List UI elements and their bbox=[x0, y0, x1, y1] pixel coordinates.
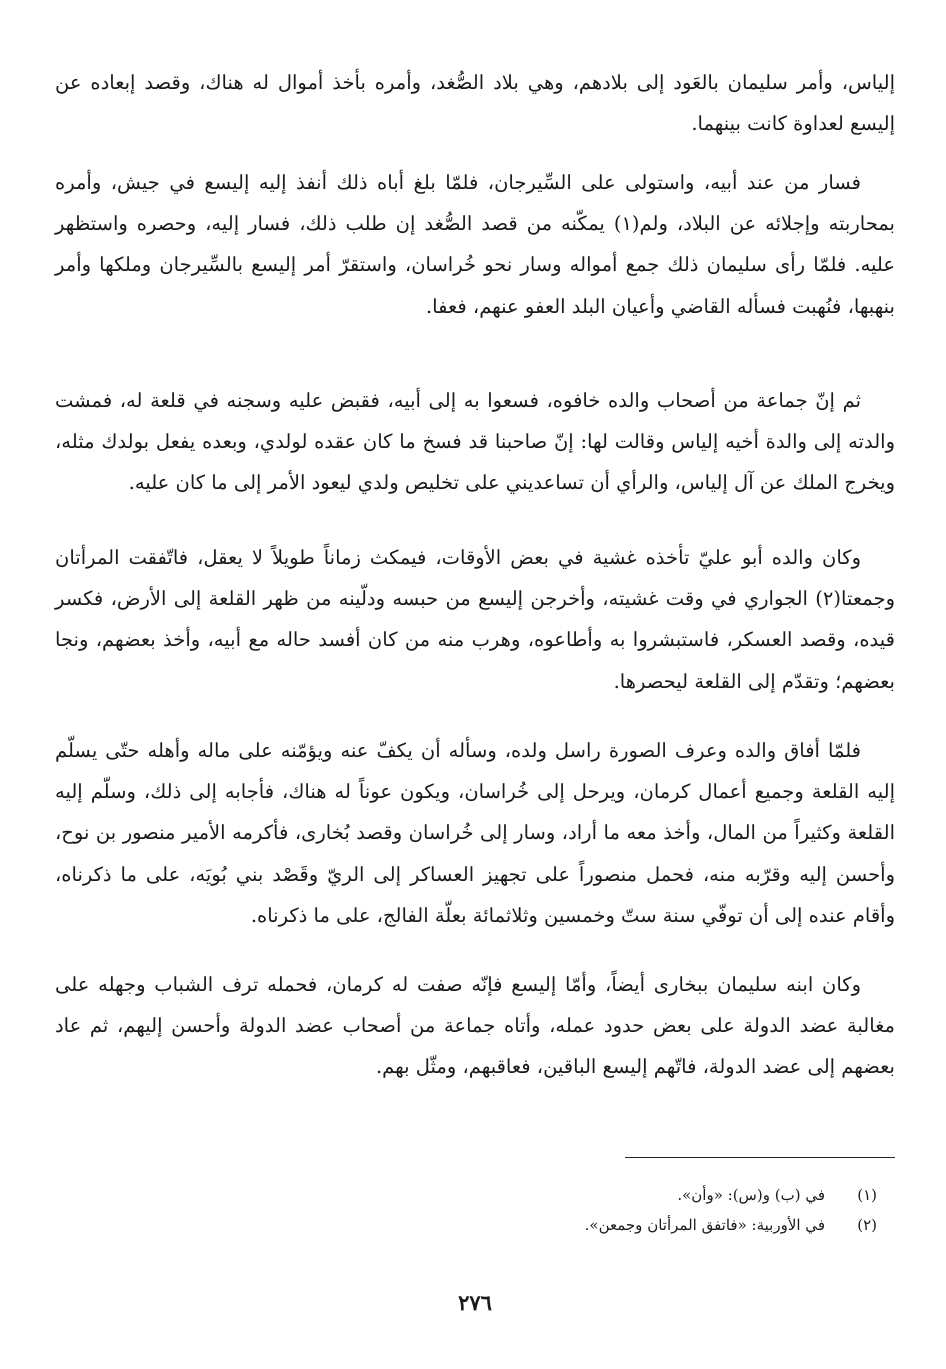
footnote-divider bbox=[625, 1157, 895, 1158]
book-page bbox=[55, 62, 895, 1352]
footnote-text: في (ب) و(س): «وأن». bbox=[677, 1186, 825, 1204]
paragraph-6: وكان ابنه سليمان ببخارى أيضاً، وأمّا إليسع فإنّه صفت له كرمان، فحمله ترف الشباب وجهله على مغالبة عضد الدولة على بعض حدود عمله، وأتاه جماعة من أصحاب عضد الدولة وأحسن إليهم، ثم عاد بعضهم إلى عضد الدولة، فاتّهم إليسع الباقين، فعاقبهم، ومثّل بهم. bbox=[55, 973, 895, 1079]
paragraph-5: فلمّا أفاق والده وعرف الصورة راسل ولده، وسأله أن يكفّ عنه ويؤمّنه على ماله وأهله حتّى يسلّم إليه القلعة وجميع أعمال كرمان، ويرحل إلى خُراسان، ويكون عوناً له هناك، فأجابه إلى ذلك، وسلّم إليه القلعة وكثيراً من المال، وأخذ معه ما أراد، وسار إلى خُراسان وقصد بُخارى، فأكرمه الأمير منصور بن نوح، وأحسن إليه وقرّبه منه، فحمل منصوراً على تجهيز العساكر إلى الريّ وقَصْد بني بُويَه، على ما ذكرناه، وأقام عنده إلى أن توفّي سنة ستّ وخمسين وثلاثمائة بعلّة الفالج، على ما ذكرناه. bbox=[55, 739, 895, 927]
paragraph-4: وكان والده أبو عليّ تأخذه غشية في بعض الأوقات، فيمكث زماناً طويلاً لا يعقل، فاتّفقت المرأتان وجمعتا(٢) الجواري في وقت غشيته، وأخرجن إليسع من حبسه ودلّينه من ظهر القلعة إلى الأرض، فكسر قيده، وقصد العسكر، فاستبشروا به وأطاعوه، وهرب منه من كان أفسد حاله مع أبيه، وأخذ بعضهم، ونجا بعضهم؛ وتقدّم إلى القلعة ليحصرها. bbox=[55, 546, 895, 693]
paragraph-1: إلياس، وأمر سليمان بالعَود إلى بلادهم، وهي بلاد الصُّغد، وأمره بأخذ أموال له هناك، وقصد إبعاده عن إليسع لعداوة كانت بينهما. bbox=[55, 71, 895, 136]
footnote-number: (٢) bbox=[857, 1216, 877, 1234]
footnote-2 bbox=[55, 1210, 877, 1240]
footnote-1 bbox=[55, 1180, 877, 1210]
footnote-number: (١) bbox=[857, 1186, 877, 1204]
footnotes bbox=[55, 1180, 877, 1240]
footnote-text: في الأوربية: «فاتفق المرأتان وجمعن». bbox=[584, 1216, 825, 1234]
page-number: ٢٧٦ bbox=[458, 1290, 492, 1315]
paragraph-3: ثم إنّ جماعة من أصحاب والده خافوه، فسعوا به إلى أبيه، فقبض عليه وسجنه في قلعة له، فمشت والدته إلى والدة أخيه إلياس وقالت لها: إنّ صاحبنا قد فسخ ما كان عقده لولدي، وبعده يفعل بولدك مثله، ويخرج الملك عن آل إلياس، والرأي أن تساعديني على تخليص ولدي ليعود الأمر إلى ما كان عليه. bbox=[55, 389, 895, 495]
paragraph-2: فسار من عند أبيه، واستولى على السِّيرجان، فلمّا بلغ أباه ذلك أنفذ إليه إليسع في جيش، وأمره بمحاربته وإجلائه عن البلاد، ولم(١) يمكّنه من قصد الصُّغد إن طلب ذلك، فسار إليه، وحصره واستظهر عليه. فلمّا رأى سليمان ذلك جمع أمواله وسار نحو خُراسان، واستقرّ أمر إليسع بالسِّيرجان وملكها وأمر بنهبها، فنُهبت فسأله القاضي وأعيان البلد العفو عنهم، فعفا. bbox=[55, 171, 895, 318]
